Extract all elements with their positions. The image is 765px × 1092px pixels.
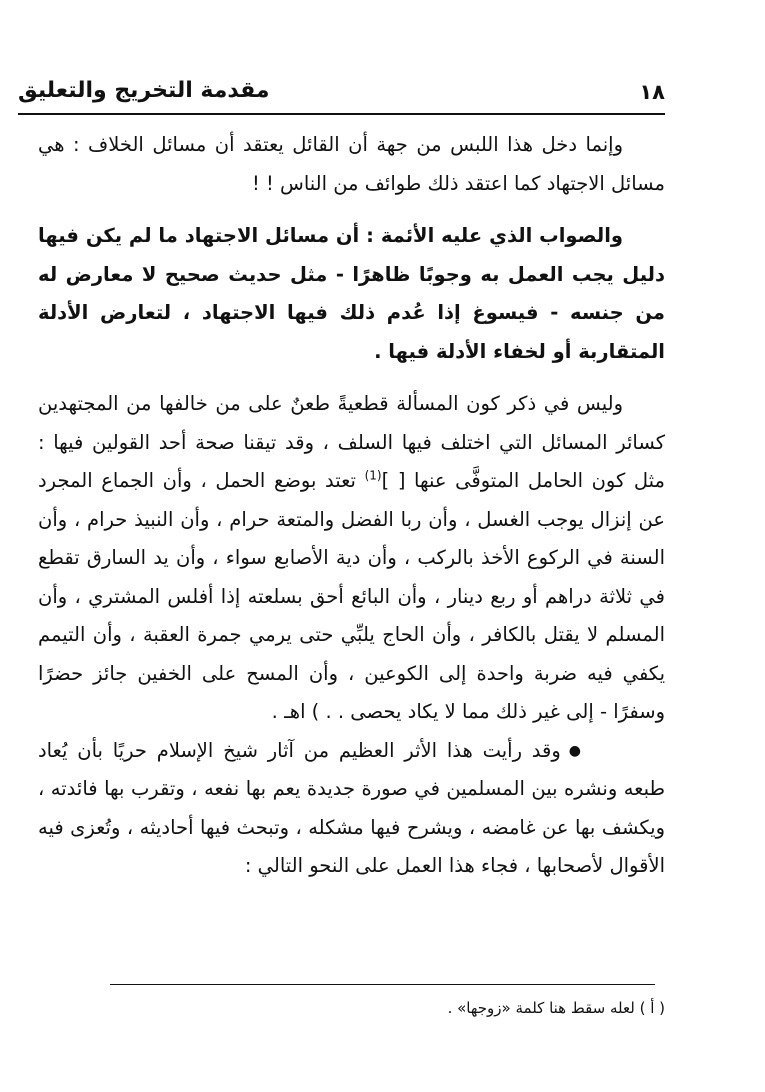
- page-header: [18, 78, 665, 114]
- footnote-rule: [110, 984, 655, 985]
- body-text: [38, 126, 665, 886]
- paragraph-4-text: وقد رأيت هذا الأثر العظيم من آثار شيخ الإسلام حريًا بأن يُعاد طبعه ونشره بين المسلمين في صورة جديدة يعم بها نفعه ، وتقرب بها فائدته ، ويكشف بها عن غامضه ، ويشرح فيها مشكله ، وتبحث فيها أحاديثه ، وتُعزى فيه الأقوال لأصحابها ، فجاء هذا العمل على النحو التالي :: [38, 738, 665, 877]
- footnote: ( أ ) لعله سقط هنا كلمة «زوجها» .: [447, 999, 665, 1017]
- header-rule: [18, 113, 665, 115]
- paragraph-2-text: والصواب الذي عليه الأئمة : أن مسائل الاجتهاد ما لم يكن فيها دليل يجب العمل به وجوبًا ظاهرًا - مثل حديث صحيح لا معارض له من جنسه - فيسوغ إذا عُدم ذلك فيها الاجتهاد ، لتعارض الأدلة المتقاربة أو لخفاء الأدلة فيها .: [38, 224, 665, 363]
- bullet-icon: ●: [568, 742, 581, 759]
- paragraph-1: وإنما دخل هذا اللبس من جهة أن القائل يعتقد أن مسائل الخلاف : هي مسائل الاجتهاد كما اعتقد ذلك طوائف من الناس ! !: [38, 133, 665, 195]
- paragraph-3-part-b: تعتد بوضع الحمل ، وأن الجماع المجرد عن إنزال يوجب الغسل ، وأن ربا الفضل والمتعة حرام ، وأن النبيذ حرام ، وأن السنة في الركوع الأخذ بالركب ، وأن دية الأصابع سواء ، وأن يد السارق تقطع في ثلاثة دراهم أو ربع دينار ، وأن البائع أحق بسلعته إذا أفلس المشتري ، وأن المسلم لا يقتل بالكافر ، وأن الحاج يلبِّي حتى يرمي جمرة العقبة ، وأن التيمم يكفي فيه ضربة واحدة إلى الكوعين ، وأن المسح على الخفين جائز حضرًا وسفرًا - إلى غير ذلك مما لا يكاد يحصى . . ) اهـ .: [38, 469, 665, 723]
- paragraph-3-part-a: وليس في ذكر كون المسألة قطعيةً طعنٌ على من خالفها من المجتهدين كسائر المسائل التي اختلف فيها السلف ، وقد تيقنا صحة أحد القولين فيها : مثل كون الحامل المتوفَّى عنها [ ]: [38, 392, 665, 492]
- paragraph-4: [38, 732, 665, 886]
- paragraph-2: [38, 217, 665, 371]
- running-title: مقدمة التخريج والتعليق: [18, 78, 270, 103]
- page-number: ١٨: [639, 80, 665, 104]
- footnote-marker[interactable]: (1): [364, 468, 382, 483]
- paragraph-3: [38, 385, 665, 732]
